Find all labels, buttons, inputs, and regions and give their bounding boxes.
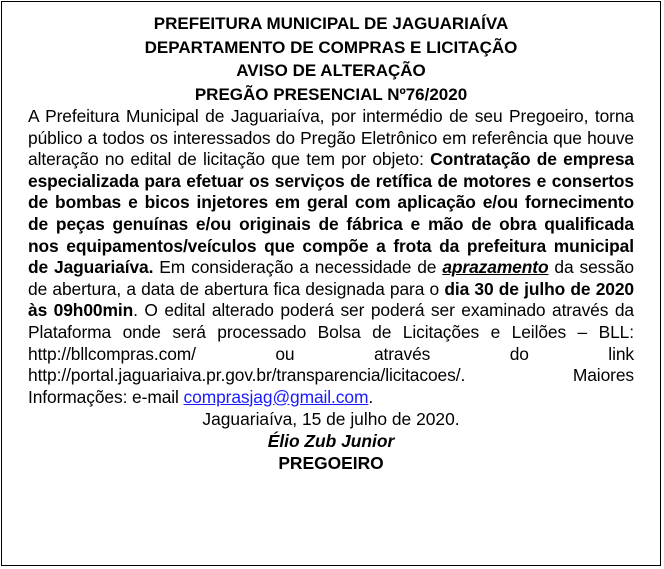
email-link[interactable]: comprasjag@gmail.com	[183, 386, 369, 407]
signer-name: Élio Zub Junior	[267, 431, 395, 452]
body-emphasis: aprazamento	[442, 257, 549, 278]
place-date: Jaguariaíva, 15 de julho de 2020.	[202, 409, 460, 430]
header-department: DEPARTAMENTO DE COMPRAS E LICITAÇÃO	[144, 37, 518, 57]
body-intro: A Prefeitura Municipal de Jaguariaíva, por intermédio de seu Pregoeiro, torna público a todos os interessados do Pregão Eletrônico em referência que houve alteração no edital de licitação que tem por objeto:	[28, 106, 634, 170]
signer-role: PREGOEIRO	[278, 453, 384, 474]
body-consideration-post: da sessão de abertura, a data de abertura fica designada para o	[28, 257, 634, 299]
header-notice-type: AVISO DE ALTERAÇÃO	[236, 61, 426, 80]
notice-body	[28, 106, 634, 408]
body-opening-date: dia 30 de julho de 2020 às 09h00min	[28, 278, 634, 321]
body-object: Contratação de empresa especializada para efetuar os serviços de retífica de motores e consertos de bombas e bicos injetores em geral com aplicação e/ou fornecimento de peças genuínas e/ou originais de fábrica e mão de obra qualificada nos equipamentos/veículos que compõe a frota da prefeitura municipal de Jaguariaíva.	[28, 149, 634, 278]
header-auction-number: PREGÃO PRESENCIAL Nº76/2020	[194, 84, 468, 104]
notice-box	[1, 1, 661, 566]
body-edital-info: . O edital alterado poderá ser poderá ser examinado através da Plataforma onde será processado Bolsa de Licitações e Leilões – BLL: http://bllcompras.com/ ou através do link http://portal.jaguariaiva.pr.gov.br/transparencia/licitacoes/. Maiores Informações: e-mail	[28, 300, 634, 407]
body-consideration-pre: Em consideração a necessidade de	[153, 257, 443, 278]
body-end: .	[368, 386, 374, 407]
header-municipality: PREFEITURA MUNICIPAL DE JAGUARIAÍVA	[153, 14, 509, 33]
